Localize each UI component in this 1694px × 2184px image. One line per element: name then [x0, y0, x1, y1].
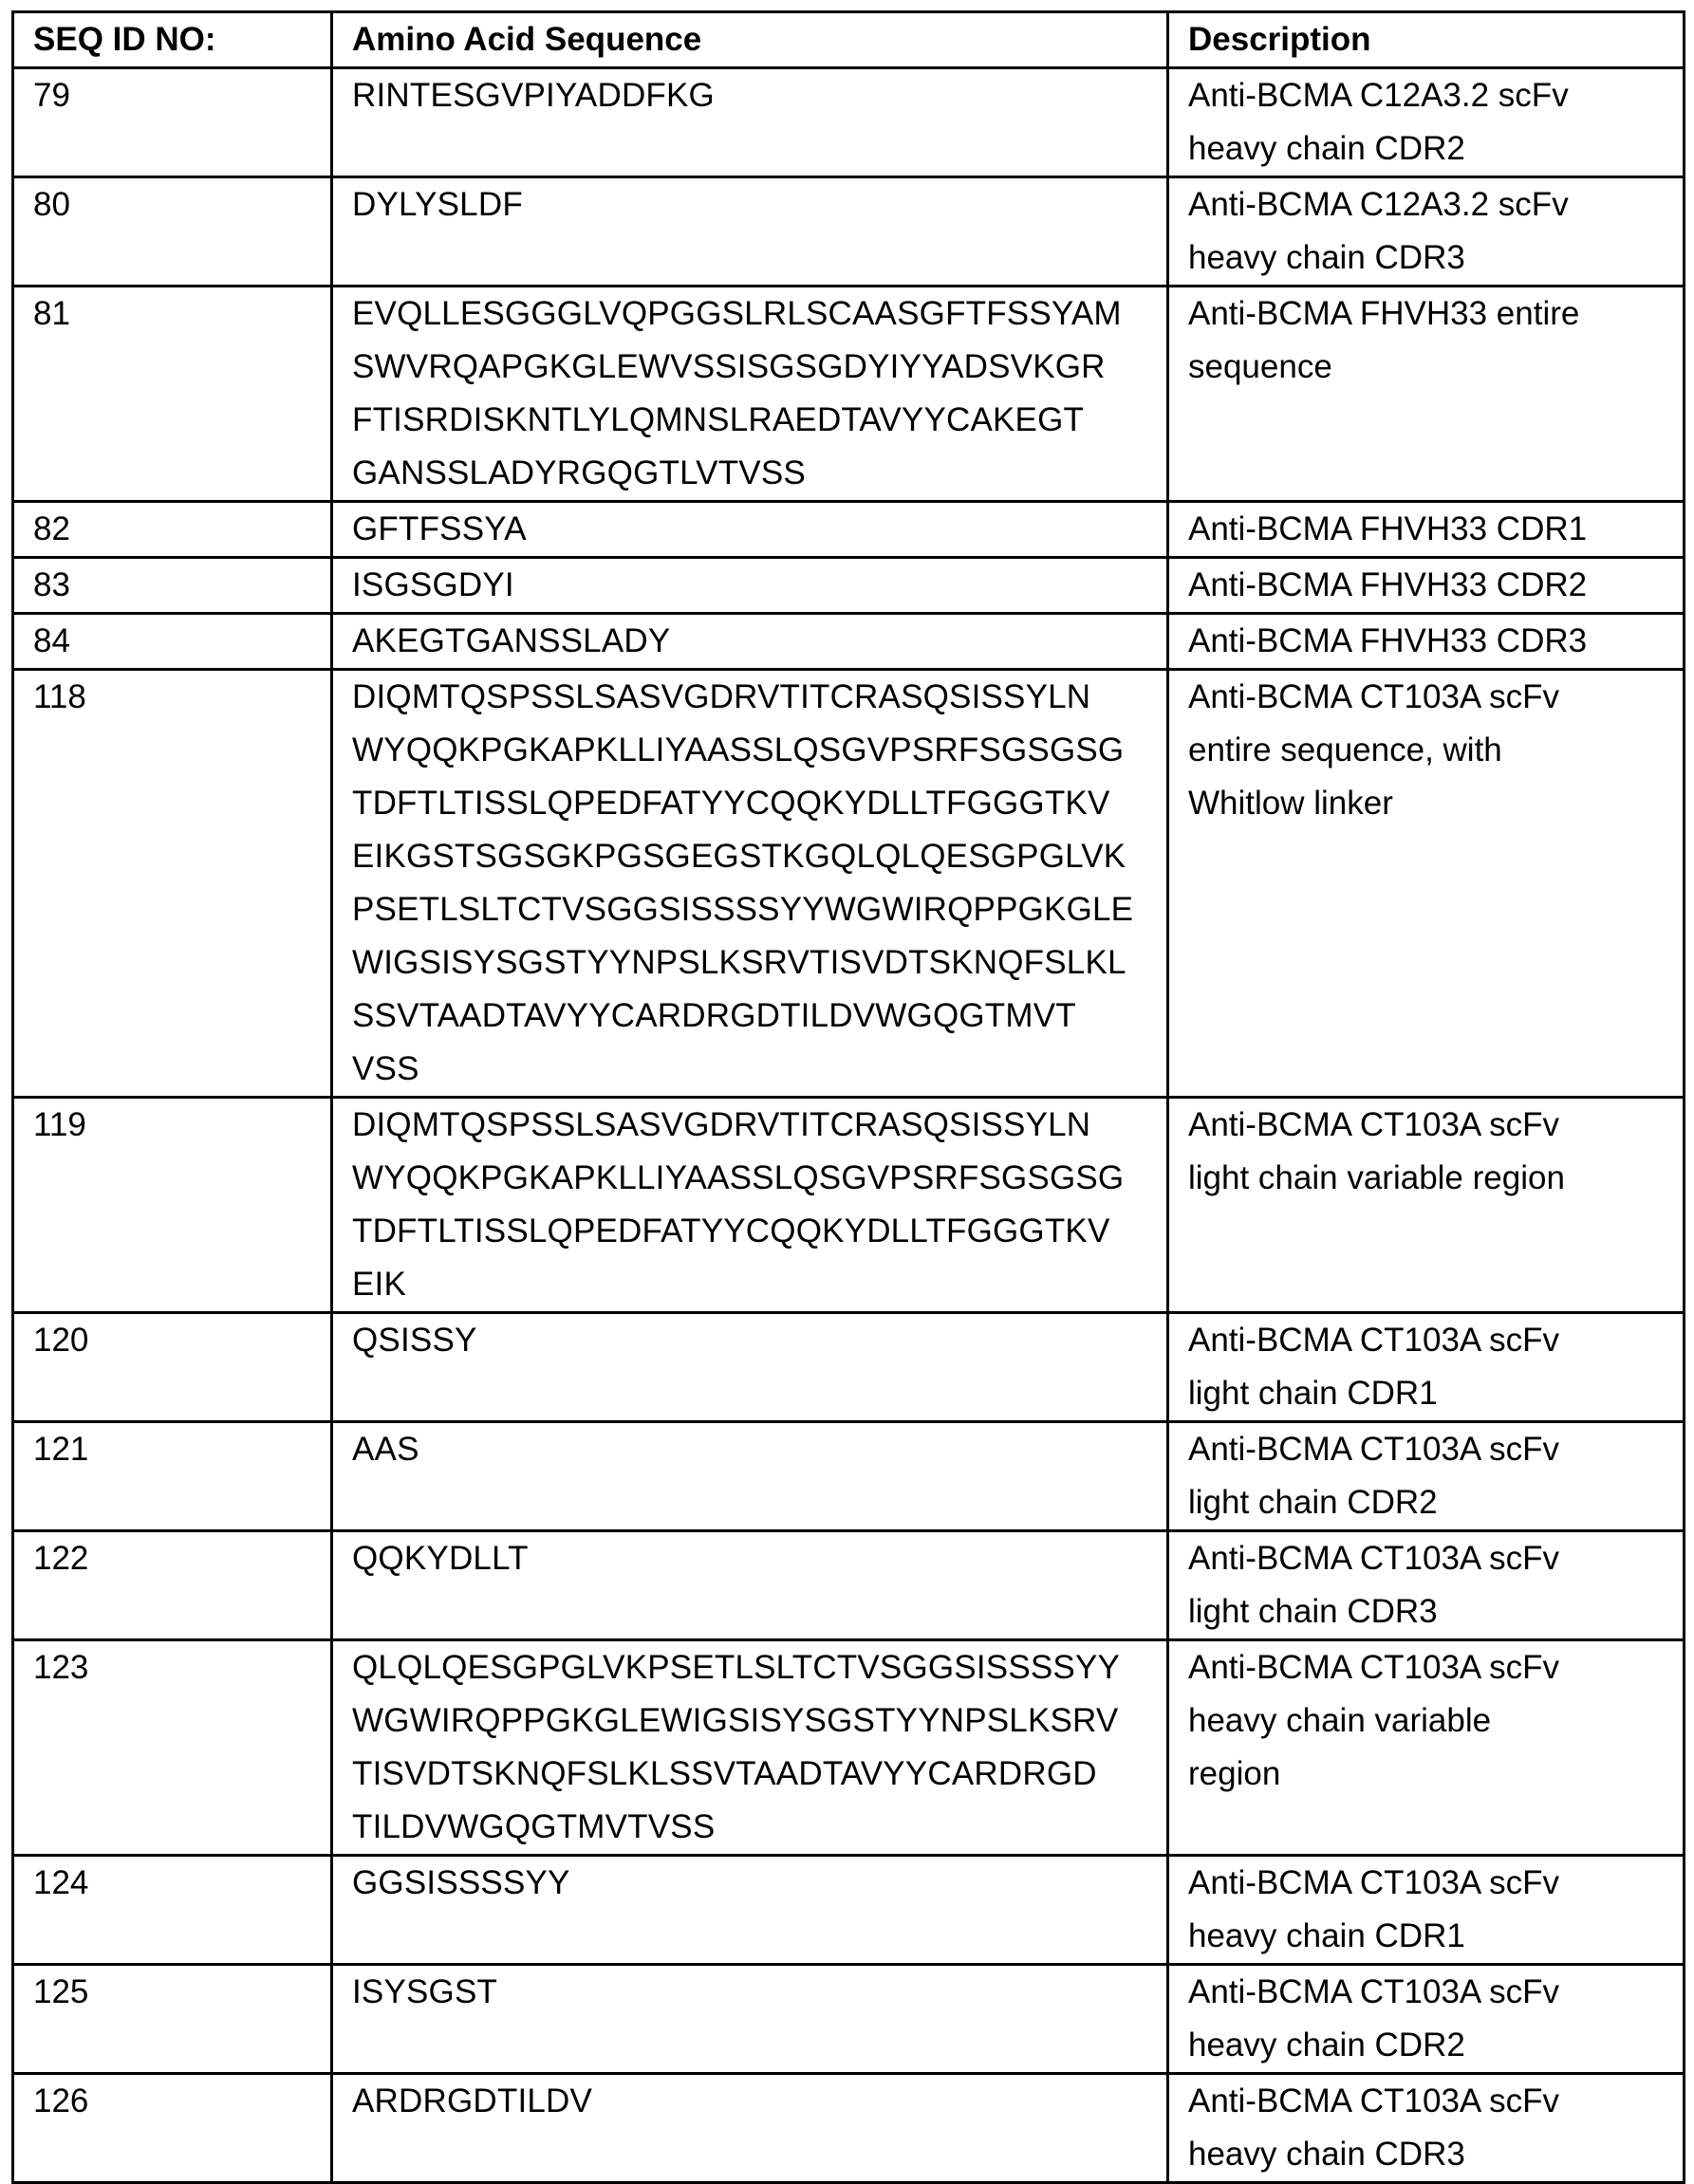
table-row [13, 558, 1685, 614]
seq-id-cell [13, 68, 332, 177]
sequence-cell [332, 614, 1168, 670]
seq-id-cell [13, 1098, 332, 1313]
sequence-line: GGSISSSSYY [352, 1864, 570, 1901]
sequence-line: VSS [352, 1050, 419, 1087]
table-row [13, 1422, 1685, 1531]
seq-id-value: 83 [33, 566, 70, 603]
sequence-line: QLQLQESGPGLVKPSETLSLTCTVSGGSISSSSYY [352, 1649, 1121, 1686]
description-line: Anti-BCMA CT103A scFv [1188, 678, 1559, 715]
description-line: light chain CDR3 [1188, 1593, 1438, 1630]
description-cell [1168, 614, 1685, 670]
sequence-cell [332, 1098, 1168, 1313]
seq-id-cell [13, 1313, 332, 1422]
sequence-line: AKEGTGANSSLADY [352, 622, 671, 659]
description-line: region [1188, 1755, 1281, 1792]
sequence-line: WGWIRQPPGKGLEWIGSISYSGSTYYNPSLKSRV [352, 1702, 1119, 1739]
sequence-line: EIK [352, 1266, 407, 1303]
description-cell [1168, 1098, 1685, 1313]
sequence-line: AAS [352, 1431, 419, 1468]
sequence-cell [332, 1965, 1168, 2074]
sequence-line: ARDRGDTILDV [352, 2082, 593, 2119]
description-line: sequence [1188, 348, 1332, 385]
description-line: Anti-BCMA FHVH33 CDR1 [1188, 510, 1588, 547]
seq-id-cell [13, 558, 332, 614]
sequence-line: DIQMTQSPSSLSASVGDRVTITCRASQSISSYLN [352, 1106, 1091, 1143]
description-cell [1168, 287, 1685, 502]
seq-id-value: 123 [33, 1649, 89, 1686]
sequence-line: TISVDTSKNQFSLKLSSVTAADTAVYYCARDRGD [352, 1755, 1097, 1792]
header-sequence: Amino Acid Sequence [332, 12, 1168, 68]
description-line: heavy chain CDR2 [1188, 2027, 1465, 2064]
seq-id-cell [13, 614, 332, 670]
table-body [13, 68, 1685, 2183]
sequence-cell [332, 2074, 1168, 2183]
table-row [13, 614, 1685, 670]
sequence-cell [332, 287, 1168, 502]
table-row [13, 1531, 1685, 1640]
header-description: Description [1168, 12, 1685, 68]
seq-id-value: 82 [33, 510, 70, 547]
sequence-line: GANSSLADYRGQGTLVTVSS [352, 454, 806, 491]
description-cell [1168, 1531, 1685, 1640]
seq-id-cell [13, 287, 332, 502]
sequence-line: SWVRQAPGKGLEWVSSISGSGDYIYYADSVKGR [352, 348, 1106, 385]
sequence-line: WIGSISYSGSTYYNPSLKSRVTISVDTSKNQFSLKL [352, 944, 1126, 981]
seq-id-cell [13, 670, 332, 1098]
description-line: Anti-BCMA FHVH33 CDR3 [1188, 622, 1588, 659]
description-line: light chain CDR1 [1188, 1375, 1438, 1412]
header-row [13, 12, 1685, 68]
sequence-cell [332, 1640, 1168, 1856]
sequence-cell [332, 502, 1168, 558]
seq-id-cell [13, 2074, 332, 2183]
sequence-cell [332, 68, 1168, 177]
description-line: light chain CDR2 [1188, 1484, 1438, 1521]
table-row [13, 502, 1685, 558]
description-line: heavy chain CDR3 [1188, 239, 1465, 276]
description-cell [1168, 502, 1685, 558]
sequence-cell [332, 1313, 1168, 1422]
description-line: heavy chain variable [1188, 1702, 1492, 1739]
description-line: Anti-BCMA CT103A scFv [1188, 1431, 1559, 1468]
sequence-table [11, 10, 1685, 2184]
sequence-line: QQKYDLLT [352, 1540, 529, 1577]
table-header [13, 12, 1685, 68]
sequence-cell [332, 670, 1168, 1098]
description-cell [1168, 1965, 1685, 2074]
description-line: Anti-BCMA CT103A scFv [1188, 1540, 1559, 1577]
sequence-line: ISGSGDYI [352, 566, 514, 603]
sequence-line: TDFTLTISSLQPEDFATYYCQQKYDLLTFGGGTKV [352, 1212, 1110, 1249]
seq-id-value: 118 [33, 678, 86, 715]
sequence-cell [332, 1422, 1168, 1531]
seq-id-value: 119 [33, 1106, 86, 1143]
seq-id-value: 126 [33, 2082, 89, 2119]
sequence-cell [332, 177, 1168, 287]
sequence-line: EVQLLESGGGLVQPGGSLRLSCAASGFTFSSYAM [352, 295, 1122, 332]
sequence-line: DIQMTQSPSSLSASVGDRVTITCRASQSISSYLN [352, 678, 1091, 715]
seq-id-cell [13, 1640, 332, 1856]
table-row [13, 1965, 1685, 2074]
seq-id-value: 124 [33, 1864, 89, 1901]
seq-id-cell [13, 1856, 332, 1965]
seq-id-value: 121 [33, 1431, 89, 1468]
sequence-line: TILDVWGQGTMVTVSS [352, 1808, 716, 1845]
description-line: Anti-BCMA CT103A scFv [1188, 1106, 1559, 1143]
description-cell [1168, 2074, 1685, 2183]
description-cell [1168, 177, 1685, 287]
description-cell [1168, 1856, 1685, 1965]
sequence-cell [332, 558, 1168, 614]
seq-id-value: 122 [33, 1540, 89, 1577]
table-row [13, 2074, 1685, 2183]
sequence-line: WYQQKPGKAPKLLIYAASSLQSGVPSRFSGSGSG [352, 1159, 1125, 1196]
seq-id-value: 80 [33, 186, 70, 223]
description-line: heavy chain CDR3 [1188, 2136, 1465, 2173]
sequence-line: WYQQKPGKAPKLLIYAASSLQSGVPSRFSGSGSG [352, 731, 1125, 768]
description-line: Anti-BCMA C12A3.2 scFv [1188, 186, 1569, 223]
seq-id-cell [13, 1422, 332, 1531]
description-cell [1168, 68, 1685, 177]
description-line: Anti-BCMA CT103A scFv [1188, 1864, 1559, 1901]
sequence-line: QSISSY [352, 1322, 477, 1359]
description-cell [1168, 1422, 1685, 1531]
table-row [13, 1098, 1685, 1313]
table-row [13, 1640, 1685, 1856]
sequence-line: FTISRDISKNTLYLQMNSLRAEDTAVYYCAKEGT [352, 401, 1085, 438]
seq-id-value: 81 [33, 295, 70, 332]
sequence-cell [332, 1856, 1168, 1965]
description-line: light chain variable region [1188, 1159, 1565, 1196]
sequence-line: SSVTAADTAVYYCARDRGDTILDVWGQGTMVT [352, 997, 1076, 1034]
table-row [13, 177, 1685, 287]
header-seq-id: SEQ ID NO: [13, 12, 332, 68]
description-cell [1168, 1640, 1685, 1856]
table-row [13, 1313, 1685, 1422]
description-cell [1168, 1313, 1685, 1422]
description-line: Anti-BCMA CT103A scFv [1188, 1973, 1559, 2010]
sequence-line: RINTESGVPIYADDFKG [352, 77, 715, 114]
sequence-line: GFTFSSYA [352, 510, 527, 547]
seq-id-value: 125 [33, 1973, 89, 2010]
description-line: Whitlow linker [1188, 785, 1393, 822]
table-row [13, 670, 1685, 1098]
description-line: Anti-BCMA FHVH33 CDR2 [1188, 566, 1588, 603]
sequence-line: ISYSGST [352, 1973, 498, 2010]
seq-id-value: 120 [33, 1322, 89, 1359]
sequence-cell [332, 1531, 1168, 1640]
description-line: Anti-BCMA C12A3.2 scFv [1188, 77, 1569, 114]
description-line: Anti-BCMA CT103A scFv [1188, 2082, 1559, 2119]
seq-id-value: 79 [33, 77, 70, 114]
table-row [13, 1856, 1685, 1965]
sequence-line: EIKGSTSGSGKPGSGEGSTKGQLQLQESGPGLVK [352, 838, 1126, 875]
sequence-line: DYLYSLDF [352, 186, 523, 223]
description-cell [1168, 558, 1685, 614]
description-line: Anti-BCMA CT103A scFv [1188, 1322, 1559, 1359]
sequence-line: PSETLSLTCTVSGGSISSSSYYWGWIRQPPGKGLE [352, 891, 1134, 928]
description-line: heavy chain CDR1 [1188, 1917, 1465, 1954]
description-line: Anti-BCMA CT103A scFv [1188, 1649, 1559, 1686]
description-line: Anti-BCMA FHVH33 entire [1188, 295, 1580, 332]
seq-id-cell [13, 1531, 332, 1640]
table-row [13, 287, 1685, 502]
seq-id-value: 84 [33, 622, 70, 659]
description-line: heavy chain CDR2 [1188, 130, 1465, 167]
description-cell [1168, 670, 1685, 1098]
description-line: entire sequence, with [1188, 731, 1502, 768]
seq-id-cell [13, 177, 332, 287]
table-row [13, 68, 1685, 177]
sequence-line: TDFTLTISSLQPEDFATYYCQQKYDLLTFGGGTKV [352, 785, 1110, 822]
seq-id-cell [13, 1965, 332, 2074]
seq-id-cell [13, 502, 332, 558]
